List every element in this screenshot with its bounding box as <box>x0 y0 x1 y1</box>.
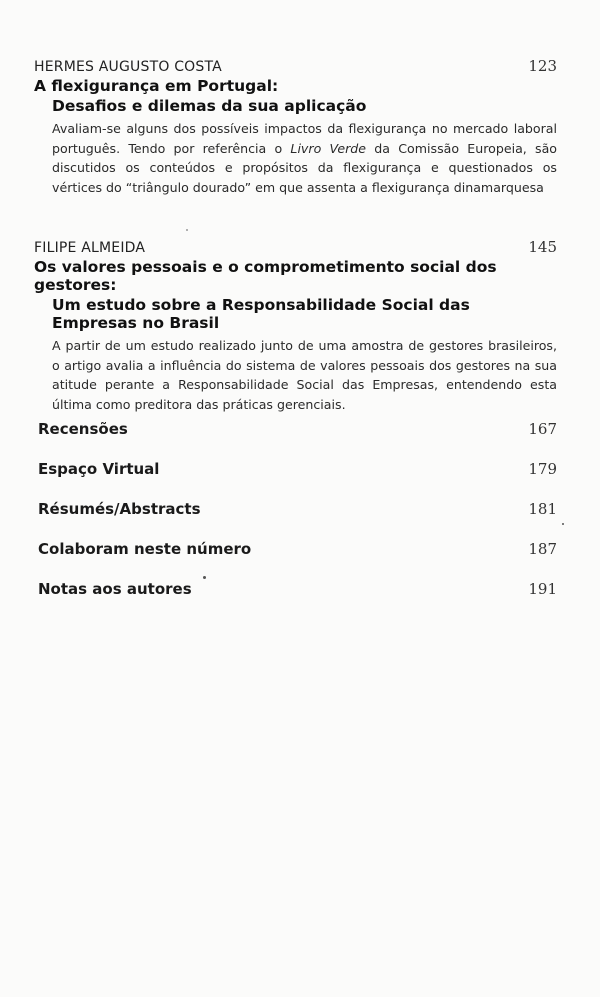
article-title: Os valores pessoais e o comprometimento social dos gestores: <box>34 258 497 294</box>
article-subtitle: Desafios e dilemas da sua aplicação <box>52 97 367 115</box>
toc-section-recensoes <box>38 420 557 460</box>
article-title: A flexigurança em Portugal: <box>34 77 279 95</box>
article-author: HERMES AUGUSTO COSTA <box>34 59 222 75</box>
section-label: Recensões <box>38 420 128 438</box>
article-page-number: 145 <box>528 238 557 256</box>
toc-section-colaboram <box>38 540 557 580</box>
scan-speck <box>562 523 564 525</box>
toc-sections <box>38 420 557 620</box>
toc-article-costa <box>34 57 557 197</box>
article-header <box>34 238 557 256</box>
section-label: Colaboram neste número <box>38 540 252 558</box>
section-page-number: 191 <box>528 580 557 598</box>
section-page-number: 167 <box>528 420 557 438</box>
article-page-number: 123 <box>528 57 557 75</box>
article-subtitle: Um estudo sobre a Responsabilidade Social das Empresas no Brasil <box>52 296 470 332</box>
abstract-italic-text: Livro Verde <box>290 140 367 156</box>
scan-speck <box>203 576 206 579</box>
article-author: FILIPE ALMEIDA <box>34 240 146 256</box>
article-abstract: A partir de um estudo realizado junto de uma amostra de gestores brasileiros, o artigo avalia a influência do sistema de valores pessoais dos gestores na sua atitude perante a Responsabilidade Social das Empresas, entendendo esta última como preditora das práticas gerenciais. <box>52 338 557 412</box>
toc-section-resumes-abstracts <box>38 500 557 540</box>
abstract-text: da Comissão Europeia, são discutidos os conteúdos e propósitos da flexigurança e questionados os vértices do “triângulo dourado” em que assenta a flexigurança dinamarquesa <box>52 140 558 195</box>
scan-speck <box>186 229 188 231</box>
section-page-number: 181 <box>528 500 557 518</box>
section-page-number: 179 <box>528 460 557 478</box>
abstract-text: Avaliam-se alguns dos possíveis impactos da flexigurança no mercado laboral português. Tendo por referência o <box>52 121 557 156</box>
section-page-number: 187 <box>528 540 557 558</box>
toc-article-almeida <box>34 238 557 414</box>
toc-section-notas-autores <box>38 580 557 620</box>
article-header <box>34 57 557 75</box>
toc-section-espaco-virtual <box>38 460 557 500</box>
section-label: Espaço Virtual <box>38 460 160 478</box>
section-label: Résumés/Abstracts <box>38 500 201 518</box>
section-label: Notas aos autores <box>38 580 192 598</box>
article-abstract <box>52 119 557 197</box>
